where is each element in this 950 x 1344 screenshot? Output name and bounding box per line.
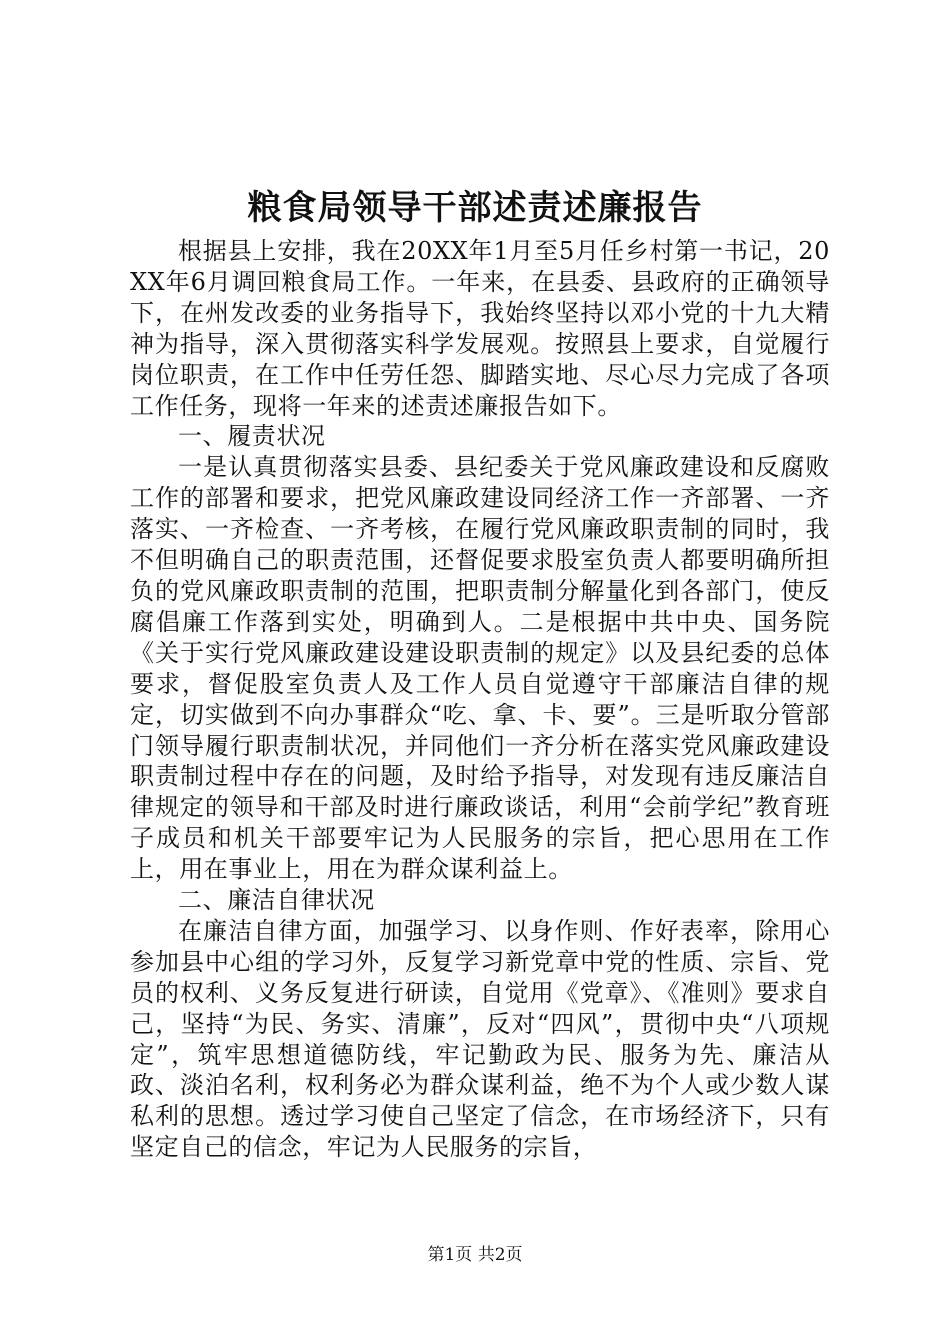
section-heading-duty: 一、履责状况 <box>178 422 326 451</box>
intro-paragraph: 根据县上安排，我在20XX年1月至5月任乡村第一书记，20XX年6月调回粮食局工作。一年来，在县委、县政府的正确领导下，在州发改委的业务指导下，我始终坚持以邓小党的十九大精神为指导，深入贯彻落实科学发展观。按照县上要求，自觉履行岗位职责，在工作中任劳任怨、脚踏实地、尽心尽力完成了各项工作任务，现将一年来的述责述廉报告如下。 <box>130 237 830 420</box>
document-body <box>130 236 830 1163</box>
section-heading-integrity: 二、廉洁自律状况 <box>178 886 375 915</box>
section-body-integrity: 在廉洁自律方面，加强学习、以身作则、作好表率，除用心参加县中心组的学习外，反复学习新党章中党的性质、宗旨、党员的权利、义务反复进行研读，自觉用《党章》、《准则》要求自己，坚持“为民、务实、清廉”，反对“四风”，贯彻中央“八项规定”，筑牢思想道德防线，牢记勤政为民、服务为先、廉洁从政、淡泊名利，权利务必为群众谋利益，绝不为个人或少数人谋私利的思想。透过学习使自己坚定了信念，在市场经济下，只有坚定自己的信念，牢记为人民服务的宗旨， <box>130 916 830 1162</box>
page-title: 粮食局领导干部述责述廉报告 <box>247 188 703 228</box>
section-body-duty: 一是认真贯彻落实县委、县纪委关于党风廉政建设和反腐败工作的部署和要求，把党风廉政建设同经济工作一齐部署、一齐落实、一齐检查、一齐考核，在履行党风廉政职责制的同时，我不但明确自己的职责范围，还督促要求股室负责人都要明确所担负的党风廉政职责制的范围，把职责制分解量化到各部门，使反腐倡廉工作落到实处，明确到人。二是根据中共中央、国务院《关于实行党风廉政建设建设职责制的规定》以及县纪委的总体要求，督促股室负责人及工作人员自觉遵守干部廉洁自律的规定，切实做到不向办事群众“吃、拿、卡、要”。三是听取分管部门领导履行职责制状况，并同他们一齐分析在落实党风廉政建设职责制过程中存在的问题，及时给予指导，对发现有违反廉洁自律规定的领导和干部及时进行廉政谈话，利用“会前学纪”教育班子成员和机关干部要牢记为人民服务的宗旨，把心思用在工作上，用在事业上，用在为群众谋利益上。 <box>130 453 830 884</box>
page-footer: 第1页 共2页 <box>427 1245 523 1265</box>
